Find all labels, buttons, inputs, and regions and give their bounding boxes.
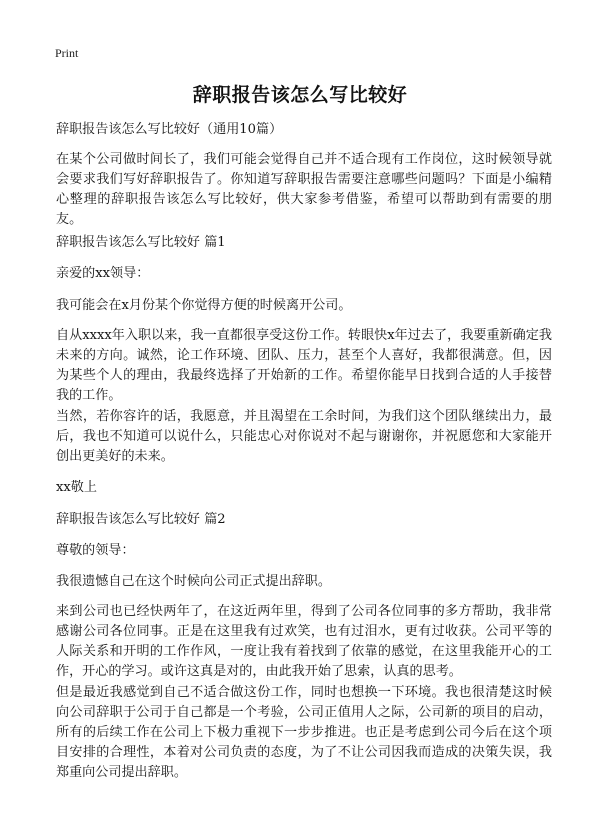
article2-paragraph-1: 我很遗憾自己在这个时候向公司正式提出辞职。 <box>56 574 331 589</box>
article2-salutation: 尊敬的领导： <box>56 543 135 558</box>
article1-signoff: xx敬上 <box>56 480 97 495</box>
article1-heading: 辞职报告该怎么写比较好 篇1 <box>56 235 226 250</box>
article2-paragraph-2: 来到公司也已经快两年了，在这近两年里，得到了公司各位同事的多方帮助，我非常感谢公司各位同事。正是在这里我有过欢笑，也有过泪水，更有过收获。公司平等的人际关系和开明的工作作风，一度让我有着找到了依靠的感觉，在这里我能开心的工作，开心的学习。或许这真是对的，由此我开始了思索，认真的思考。 <box>56 604 552 679</box>
intro-paragraph: 在某个公司做时间长了，我们可能会觉得自己并不适合现有工作岗位，这时候领导就会要求我们写好辞职报告了。你知道写辞职报告需要注意哪些问题吗？下面是小编精心整理的辞职报告该怎么写比较好，供大家参考借鉴，希望可以帮助到有需要的朋友。 <box>56 152 552 227</box>
article2-heading: 辞职报告该怎么写比较好 篇2 <box>56 512 226 527</box>
article1-salutation: 亲爱的xx领导： <box>56 266 150 281</box>
article1-paragraph-1: 我可能会在x月份某个你觉得方便的时候离开公司。 <box>56 298 352 313</box>
print-label: Print <box>55 46 79 60</box>
article1-paragraph-2: 自从xxxx年入职以来，我一直都很享受这份工作。转眼快x年过去了，我要重新确定我未来的方向。诚然，论工作环境、团队、压力，甚至个人喜好，我都很满意。但，因为某些个人的理由，我最终选择了开始新的工作。希望你能早日找到合适的人手接替我的工作。 <box>56 328 552 403</box>
article1-paragraph-3: 当然，若你容许的话，我愿意，并且渴望在工余时间，为我们这个团队继续出力，最后，我也不知道可以说什么，只能忠心对你说对不起与谢谢你，并祝愿您和大家能开创出更美好的未来。 <box>56 409 552 464</box>
document-title: 辞职报告该怎么写比较好 <box>192 84 408 106</box>
document-subtitle: 辞职报告该怎么写比较好（通用10篇） <box>56 122 283 137</box>
article2-paragraph-3: 但是最近我感觉到自己不适合做这份工作，同时也想换一下环境。我也很清楚这时候向公司辞职于公司于自己都是一个考验，公司正值用人之际，公司新的项目的启动，所有的后续工作在公司上下极力重视下一步步推进。也正是考虑到公司今后在这个项目安排的合理性，本着对公司负责的态度，为了不让公司因我而造成的决策失误，我郑重向公司提出辞职。 <box>56 685 552 780</box>
